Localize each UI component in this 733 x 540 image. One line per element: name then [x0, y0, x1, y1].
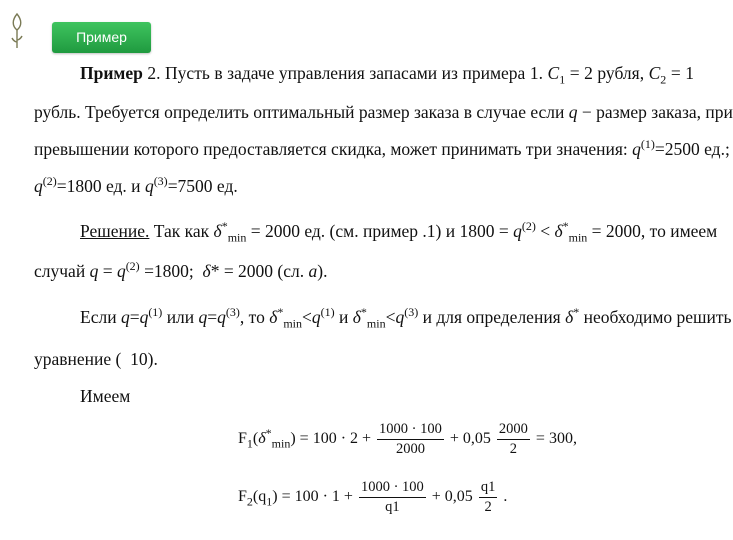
subscript: 1 [266, 494, 273, 509]
var-q: q [568, 102, 578, 122]
func-symbol: F [238, 430, 247, 448]
subscript: 1 [246, 436, 253, 451]
var-q: q [120, 307, 130, 327]
paragraph1-line1 [80, 62, 694, 87]
text: .1) и 1800 = [422, 221, 509, 241]
superscript: (3) [153, 174, 168, 189]
superscript: (3) [404, 305, 419, 320]
text: случай [34, 261, 86, 281]
logo-icon [9, 12, 25, 50]
example-header-button[interactable]: Пример [52, 22, 151, 53]
var-a: a [308, 261, 318, 281]
delta-symbol: δ [202, 261, 211, 281]
var-q: q [139, 307, 149, 327]
delta-symbol: δ [352, 307, 361, 327]
fraction [497, 420, 530, 459]
text: =1800; [144, 261, 194, 281]
var-q: q [311, 307, 321, 327]
var-q: q [89, 261, 99, 281]
numerator: 2000 [497, 420, 530, 440]
text: = 100 · 2 + [299, 430, 372, 448]
superscript: (1) [320, 305, 335, 320]
var-c: C [648, 63, 661, 83]
delta-symbol: δ [269, 307, 278, 327]
numerator: 1000 · 100 [359, 478, 426, 498]
denominator: 2 [509, 441, 518, 457]
superscript: (2) [521, 219, 536, 234]
text: 2. Пусть в задаче управления запасами из примера [147, 63, 526, 83]
formula-f1: $F_1(\delta^*_{min}) = 100 \cdot 2$ + $\frac{1000 \cdot 100}{2000}$ + 0,05 $\frac{2000}{2}$ = 300, [238, 421, 577, 457]
subscript: min [271, 436, 291, 451]
example-label: Пример [80, 63, 143, 83]
var-q: q [144, 176, 154, 196]
superscript: (2) [125, 259, 140, 274]
imeem-line [80, 385, 694, 407]
text: Если [80, 307, 117, 327]
text: ). [317, 261, 328, 281]
text: + 0,05 [431, 488, 473, 506]
text: = [207, 307, 218, 327]
subscript: min [366, 316, 386, 331]
subscript: 2 [660, 72, 667, 87]
text: = 2 рубля, [569, 63, 645, 83]
subscript: min [227, 230, 247, 245]
paragraph1-line2 [34, 101, 733, 123]
text: и [339, 307, 349, 327]
numerator: q1 [479, 478, 498, 498]
paragraph1-line3 [34, 137, 730, 160]
text: уравнение ( [34, 349, 122, 369]
denominator: q1 [385, 499, 400, 515]
delta-symbol: δ [565, 307, 574, 327]
denominator: 2 [484, 499, 492, 515]
var-q: q [632, 139, 641, 159]
text: или [166, 307, 195, 327]
text: и для определения [422, 307, 561, 327]
superscript: * [573, 305, 580, 320]
subscript: min [283, 316, 303, 331]
text: < [302, 307, 312, 327]
superscript: (3) [225, 305, 240, 320]
equation-reference: 10). [130, 349, 158, 369]
text: < [540, 221, 551, 241]
denominator: 2000 [395, 441, 425, 457]
superscript: (1) [148, 305, 163, 320]
paragraph3-line1 [80, 305, 732, 331]
text: =2500 ед.; [654, 139, 730, 159]
solution-label: Решение. [80, 221, 150, 241]
text: Имеем [80, 386, 131, 406]
superscript: * [221, 219, 228, 234]
text: =7500 ед. [167, 176, 238, 196]
text: = 2000 ед. (см. пример [250, 221, 419, 241]
delta-symbol: δ [258, 430, 266, 448]
superscript: * [277, 305, 284, 320]
func-symbol: F [238, 488, 247, 506]
subscript: min [568, 230, 588, 245]
text: . [503, 488, 508, 506]
var-c: C [547, 63, 560, 83]
text: 1. [529, 63, 543, 83]
text: − размер заказа, при [581, 102, 733, 122]
text: рубль. Требуется определить оптимальный размер заказа в случае если [34, 102, 565, 122]
var-q: q [395, 307, 405, 327]
fraction [479, 478, 498, 517]
var-q: q [116, 261, 126, 281]
superscript: * [562, 219, 569, 234]
text: = 2000, то имеем [591, 221, 718, 241]
var-q: q [34, 176, 43, 196]
text: Так как [153, 221, 210, 241]
paragraph3-line2 [34, 348, 694, 370]
delta-symbol: δ [554, 221, 563, 241]
text: = 100 · 1 + [281, 488, 353, 506]
superscript: * [265, 425, 272, 440]
var-q: q [217, 307, 226, 327]
text: = 1 [670, 63, 694, 83]
solution-line2 [34, 260, 694, 282]
fraction [359, 478, 426, 517]
text: необходимо решить [583, 307, 732, 327]
paragraph1-line4 [34, 175, 694, 197]
text: =1800 ед. и [56, 176, 141, 196]
superscript: * [360, 305, 367, 320]
numerator: 1000 · 100 [377, 420, 444, 440]
formula-f2: $F_2(q_1) = 100 \cdot 1$ + $\frac{1000 \cdot 100}{q1}$ + 0,05 $\frac{q1}{2}$ . [238, 479, 508, 515]
subscript: 2 [246, 494, 253, 509]
text: < [385, 307, 396, 327]
solution-line1 [80, 219, 718, 245]
subscript: 1 [559, 72, 566, 87]
var-q: q [258, 488, 267, 506]
text: = 300, [535, 430, 577, 448]
delta-symbol: δ [213, 221, 222, 241]
superscript: (2) [42, 174, 57, 189]
text: превышении которого предоставляется скидка, может принимать три значения: [34, 139, 628, 159]
text: + 0,05 [449, 430, 491, 448]
superscript: (1) [640, 137, 655, 152]
var-q: q [513, 221, 522, 241]
text: = [102, 261, 113, 281]
var-q: q [198, 307, 208, 327]
text: * = 2000 (сл. [210, 261, 305, 281]
text: , то [239, 307, 265, 327]
text: = [129, 307, 140, 327]
fraction [377, 420, 444, 459]
